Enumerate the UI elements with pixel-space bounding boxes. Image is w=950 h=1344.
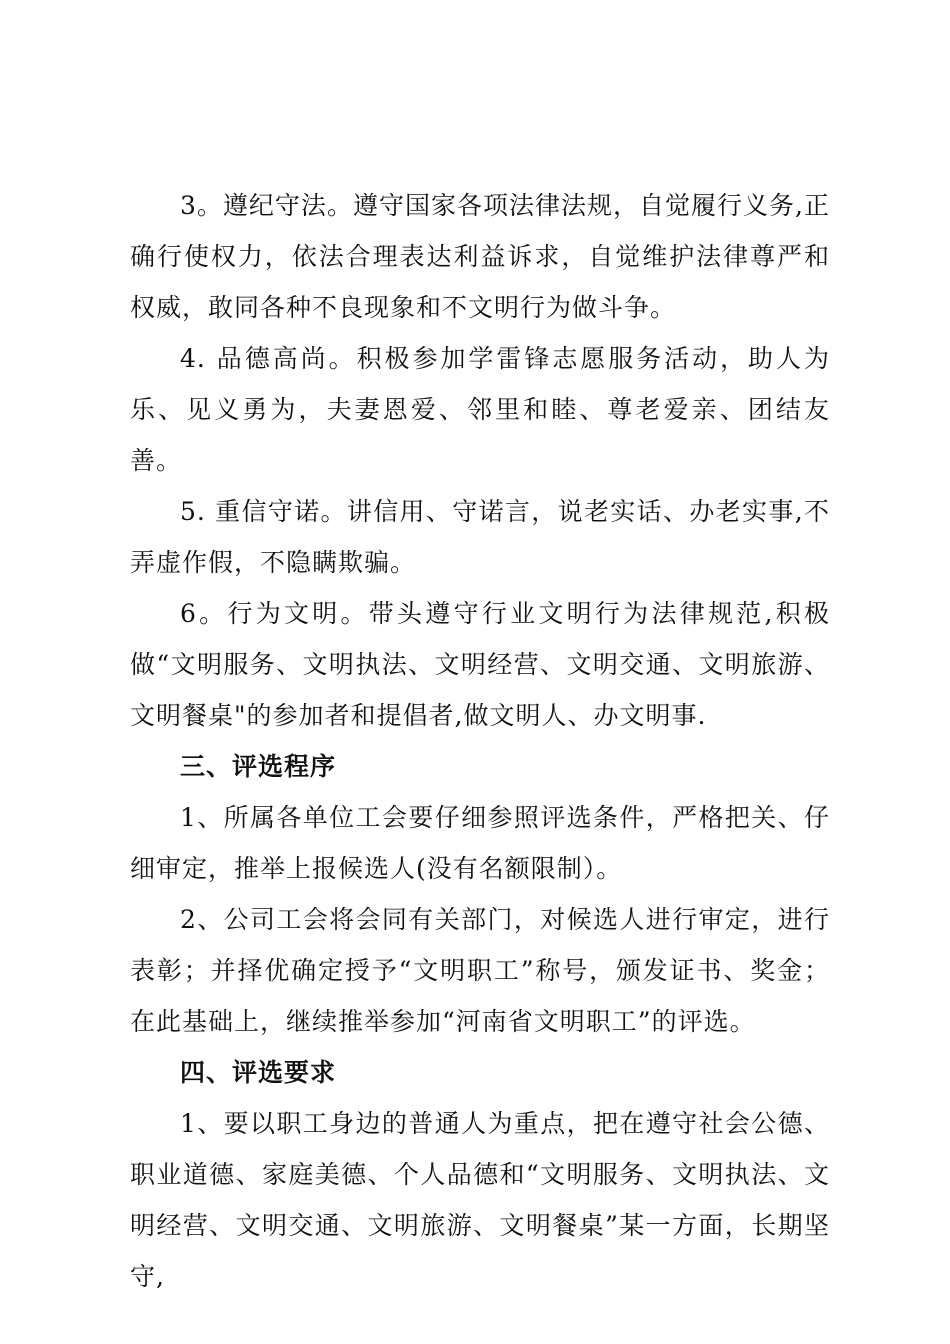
section-3-item-1: 1、所属各单位工会要仔细参照评选条件，严格把关、仔细审定，推举上报候选人(没有名额限制）。: [130, 803, 830, 883]
criterion-5-paragraph: 5. 重信守诺。讲信用、守诺言，说老实话、办老实事,不弄虚作假，不隐瞒欺骗。: [130, 497, 830, 577]
section-4-heading: 四、评选要求: [180, 1058, 337, 1087]
criterion-3-paragraph: 3。遵纪守法。遵守国家各项法律法规，自觉履行义务,正确行使权力，依法合理表达利益诉求，自觉维护法律尊严和权威，敢同各种不良现象和不文明行为做斗争。: [130, 191, 830, 322]
section-3-heading: 三、评选程序: [180, 752, 337, 781]
document-body: [130, 180, 830, 1302]
criterion-4-paragraph: 4. 品德高尚。积极参加学雷锋志愿服务活动，助人为乐、见义勇为，夫妻恩爱、邻里和睦、尊老爱亲、团结友善。: [130, 344, 830, 475]
section-3-item-2: 2、公司工会将会同有关部门，对候选人进行审定，进行表彰；并择优确定授予“文明职工”称号，颁发证书、奖金；在此基础上，继续推举参加“河南省文明职工”的评选。: [130, 905, 830, 1036]
criterion-6-paragraph: 6。行为文明。带头遵守行业文明行为法律规范,积极做“文明服务、文明执法、文明经营、文明交通、文明旅游、文明餐桌"的参加者和提倡者,做文明人、办文明事.: [130, 599, 830, 730]
section-4-item-1: 1、要以职工身边的普通人为重点，把在遵守社会公德、职业道德、家庭美德、个人品德和“文明服务、文明执法、文明经营、文明交通、文明旅游、文明餐桌”某一方面，长期坚守,: [130, 1109, 830, 1291]
